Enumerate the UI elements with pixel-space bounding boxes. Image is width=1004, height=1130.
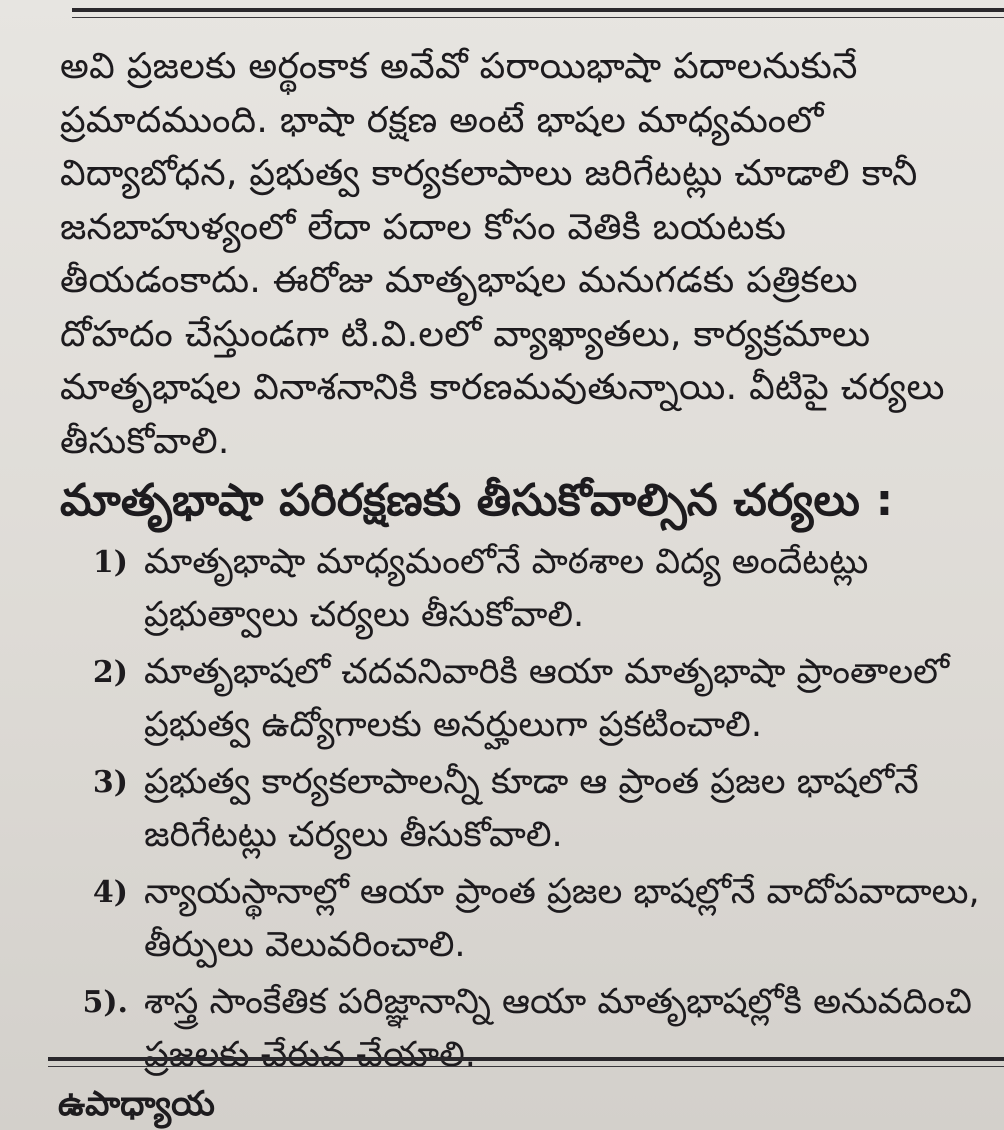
list-item-text: ప్రభుత్వ కార్యకలాపాలన్నీ కూడా ఆ ప్రాంత ప్రజల భాషలోనే జరిగేటట్లు చర్యలు తీసుకోవాలి. [144, 762, 919, 855]
list-item-text: న్యాయస్థానాల్లో ఆయా ప్రాంత ప్రజల భాషల్లోనే వాదోపవాదాలు, తీర్పులు వెలువరించాలి. [144, 872, 980, 965]
bottom-rule-thin [48, 1066, 1004, 1067]
top-rule-thin [72, 17, 1004, 18]
list-item-number: 1) [92, 545, 128, 580]
list-item [60, 536, 980, 646]
list-item-text: శాస్త్ర సాంకేతిక పరిజ్ఞానాన్ని ఆయా మాతృభాషల్లోకి అనువదించి ప్రజలకు చేరువ చేయాలి. [144, 982, 972, 1075]
intro-paragraph: అవి ప్రజలకు అర్థంకాక అవేవో పరాయిభాషా పదాలనుకునే ప్రమాదముంది. భాషా రక్షణ అంటే భాషల మాధ్యమంలో విద్యాబోధన, ప్రభుత్వ కార్యకలాపాలు జరిగేటట్లు చూడాలి కానీ జనబాహుళ్యంలో లేదా పదాల కోసం వెతికి బయటకు తీయడంకాదు. ఈరోజు మాతృభాషల మనుగడకు పత్రికలు దోహదం చేస్తుండగా టి.వి.లలో వ్యాఖ్యాతలు, కార్యక్రమాలు మాతృభాషల వినాశనానికి కారణమవుతున్నాయి. వీటిపై చర్యలు తీసుకోవాలి. [60, 46, 945, 462]
page-content [60, 40, 980, 1086]
footer-heading-fragment: ఉపాధ్యాయ [58, 1084, 215, 1124]
list-item-text: మాతృభాషా మాధ్యమంలోనే పాఠశాల విద్య అందేటట్లు ప్రభుత్వాలు చర్యలు తీసుకోవాలి. [144, 542, 869, 635]
list-item-text: మాతృభాషలో చదవనివారికి ఆయా మాతృభాషా ప్రాంతాలలో ప్రభుత్వ ఉద్యోగాలకు అనర్హులుగా ప్రకటించాలి. [144, 652, 950, 745]
measures-list [60, 536, 980, 1086]
list-item-number: 4) [92, 875, 128, 910]
list-item-number: 2) [92, 655, 128, 690]
list-item [60, 976, 980, 1086]
section-heading: మాతృభాషా పరిరక్షణకు తీసుకోవాల్సిన చర్యలు : [60, 475, 894, 526]
list-item [60, 646, 980, 756]
list-item [60, 756, 980, 866]
list-item [60, 866, 980, 976]
top-rule-thick [72, 8, 1004, 12]
bottom-rule-thick [48, 1057, 1004, 1061]
list-item-number: 3) [92, 765, 128, 800]
list-item-number: 5). [82, 985, 128, 1020]
